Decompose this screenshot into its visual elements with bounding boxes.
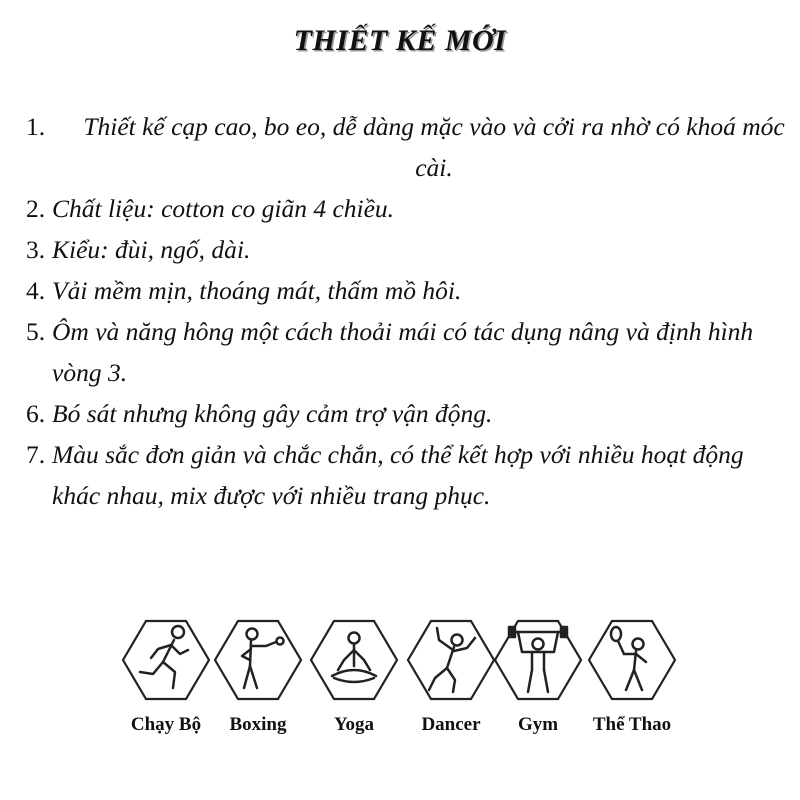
feature-item [26, 393, 786, 434]
activity-label: Thể Thao [592, 714, 672, 735]
feature-text: Bó sát nhưng không gây cảm trợ vận động. [52, 399, 493, 428]
feature-item [26, 188, 786, 229]
activity-yoga [306, 618, 402, 736]
activity-boxing [210, 618, 306, 736]
feature-number: 4. [26, 276, 46, 305]
activity-running [118, 618, 214, 736]
feature-list [26, 106, 786, 516]
feature-number: 7. [26, 440, 46, 469]
feature-text: Chất liệu: cotton co giãn 4 chiều. [52, 194, 395, 223]
running-icon [120, 618, 212, 702]
feature-item [26, 106, 786, 188]
feature-text: Kiểu: đùi, ngố, dài. [52, 235, 251, 264]
feature-number: 3. [26, 235, 46, 264]
dancer-icon [405, 618, 497, 702]
feature-item [26, 229, 786, 270]
yoga-icon [308, 618, 400, 702]
activity-label: Yoga [333, 714, 375, 735]
feature-text: Màu sắc đơn giản và chắc chắn, có thể kết hợp với nhiều hoạt động khác nhau, mix được với nhiều trang phục. [52, 440, 744, 510]
feature-item [26, 311, 786, 393]
feature-text: Ôm và năng hông một cách thoải mái có tác dụng nâng và định hình vòng 3. [52, 317, 754, 387]
boxing-icon [212, 618, 304, 702]
feature-item [26, 434, 786, 516]
activity-badminton [584, 618, 680, 736]
gym-icon [492, 618, 584, 702]
page-title: THIẾT KẾ MỚI [293, 24, 507, 57]
activity-icons [118, 618, 698, 758]
feature-number: 2. [26, 194, 46, 223]
feature-number: 1. [26, 112, 46, 141]
activity-label: Dancer [421, 714, 481, 735]
feature-number: 6. [26, 399, 46, 428]
activity-label: Gym [517, 714, 559, 735]
activity-gym [490, 618, 586, 736]
feature-text: Vải mềm mịn, thoáng mát, thấm mồ hôi. [52, 276, 462, 305]
activity-label: Chạy Bộ [130, 714, 202, 735]
feature-number: 5. [26, 317, 46, 346]
feature-item [26, 270, 786, 311]
activity-dancer [403, 618, 499, 736]
activity-label: Boxing [229, 714, 287, 735]
feature-text: Thiết kế cạp cao, bo eo, dễ dàng mặc vào và cởi ra nhờ có khoá móc cài. [83, 112, 785, 182]
badminton-icon [586, 618, 678, 702]
